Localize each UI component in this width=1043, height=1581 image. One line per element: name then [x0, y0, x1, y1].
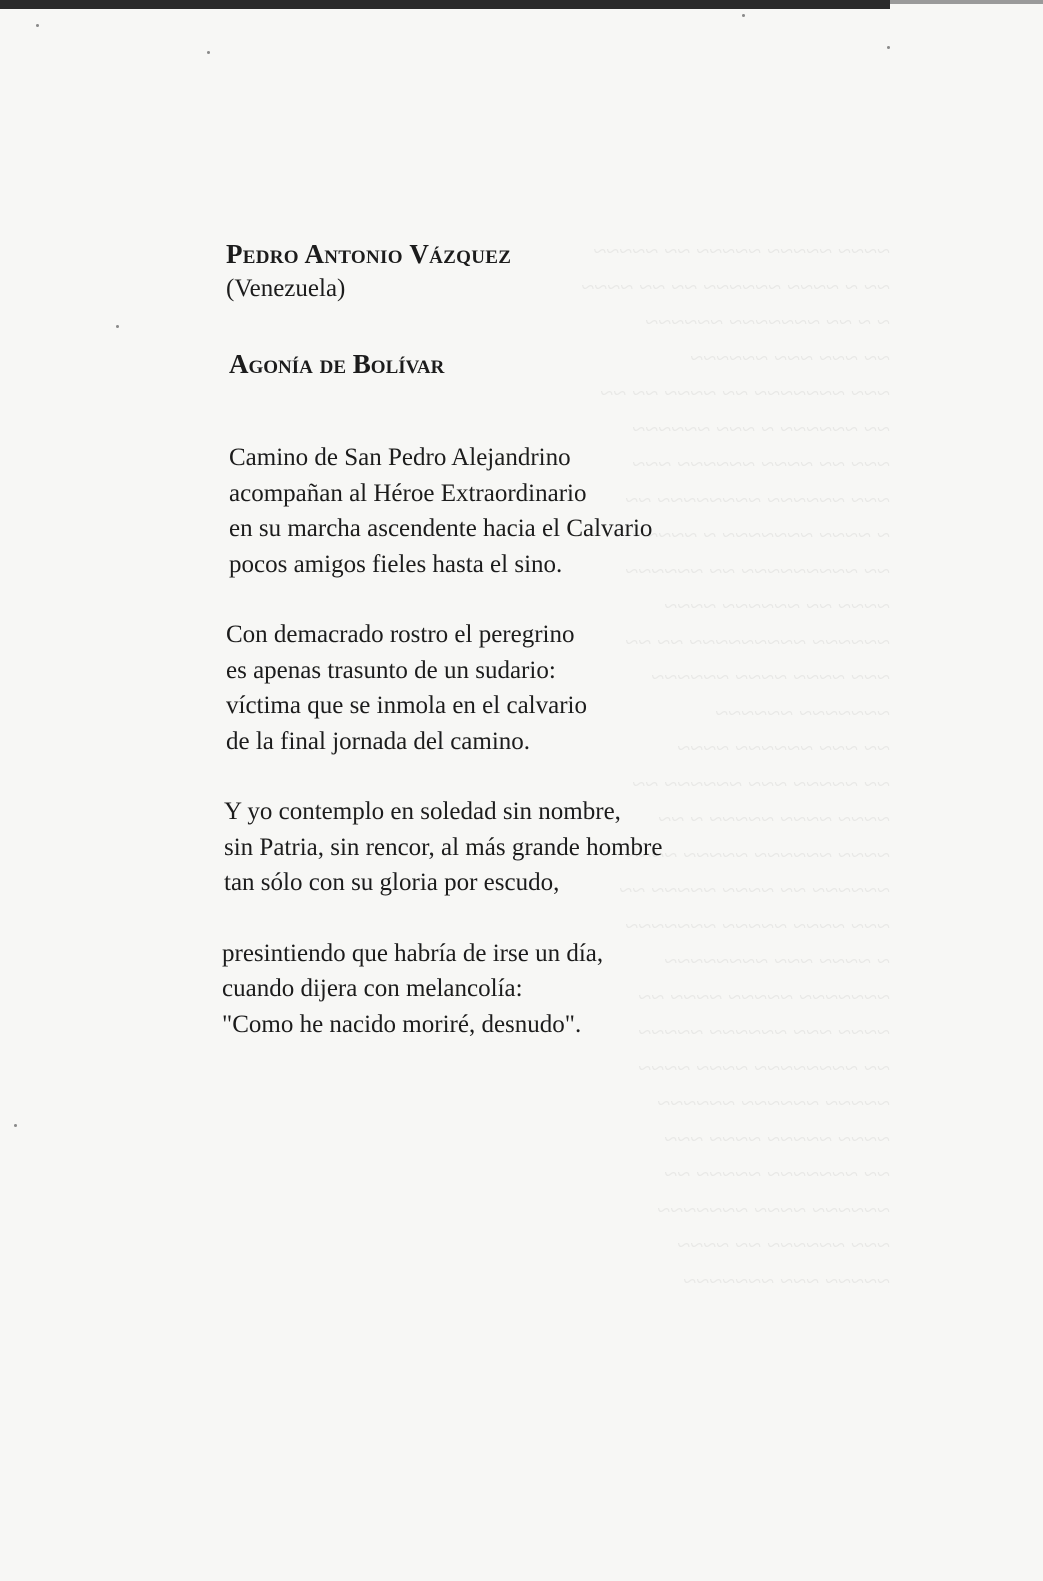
poem-title: Agonía de Bolívar — [229, 349, 445, 379]
scan-speck — [116, 325, 119, 328]
poem-line: Con demacrado rostro el peregrino — [226, 621, 575, 648]
scan-speck — [742, 14, 745, 17]
poem-line: de la final jornada del camino. — [226, 727, 531, 755]
stanza — [224, 794, 846, 901]
poem-line: tan sólo con su gloria por escudo, — [224, 869, 560, 896]
author-name: Pedro Antonio Vázquez — [226, 239, 512, 269]
poem-line: acompañan al Héroe Extraordinario — [229, 479, 587, 507]
scan-speck — [887, 46, 890, 49]
show-through-texture: ~~~~ ~~~~~ ~~~~~ ~~ ~~~~~ ~~ ~ ~~~~ ~~~~~~ ~~ ~~ ~~~~ ~ ~ ~~ ~~~~~~~ ~~~~~~ ~~ ~~~ ~~~ ~~~~~~ ~~~ ~~~~~~~ ~~ ~~~~ ~~ ~~ ~~ ~~~~~~ ~ ~~~ ~~~~~~ ~~~ ~~ ~~~~ ~~~~~~ ~~~ ~~~ ~~~~~~ ~~~~~~~~ ~~ ~ ~~~~ ~~~~~~~ ~ ~~~~~ ~~ ~~~~~~~~~ ~~ ~~~~~~ ~~~~ ~~ ~~~~~~ ~~~~ ~~~~~~ ~~~~~~~~~ ~~ ~~ ~~~ ~~~~ ~~~~ ~~~~~~ ~~~~~~~ ~~~~~~ ~~ ~~~ ~~~~~~ ~~~~ ~~ ~~~~~ ~~~ ~~~~~~ ~~ ~~~~ ~~~~ ~~~~~ ~ ~~ ~~~~ ~~~~~~ ~~~~~ ~~~~ ~~~~~~ ~~ ~~~~ ~~~~~ ~~ ~~~ ~~~~ ~~~~~ ~~~~~~~ ~ ~~~~ ~~~ ~~~~~~~~ ~~~~~~~ ~~~~~ ~~~~ ~~ ~~~~ ~~~ ~~~~~~ ~~~~~ ~~ ~~~~~~~~ ~~~~ ~~~~ ~~~~~ ~~~~~~ ~~~~~~ ~~~~ ~~~~~ ~~~~ ~~~ ~~ ~~~~~~~ ~~~~~ ~~ ~~~~~~ ~~~~ ~~~~~~~ ~~~ ~~~~~~ ~~ ~~~~ ~~~~~ ~~~ ~~~~~~~ — [581, 239, 890, 1295]
scan-top-edge — [0, 0, 890, 9]
poem-line: víctima que se inmola en el calvario — [226, 692, 587, 719]
poem-line: es apenas trasunto de un sudario: — [226, 656, 556, 684]
poem-line: Y yo contemplo en soledad sin nombre, — [224, 798, 621, 825]
stanza — [229, 440, 846, 582]
poem-line: "Como he nacido moriré, desnudo". — [222, 1010, 582, 1038]
scan-speck — [14, 1124, 17, 1127]
scan-top-edge-light — [890, 0, 1043, 4]
scan-speck — [207, 51, 210, 54]
author-country: (Venezuela) — [226, 275, 346, 302]
scan-speck — [36, 24, 39, 27]
poem-body — [222, 440, 846, 1042]
stanza — [222, 936, 846, 1043]
poem-line: cuando dijera con melancolía: — [222, 975, 523, 1002]
stanza — [226, 617, 846, 759]
poem-line: Camino de San Pedro Alejandrino — [229, 444, 571, 471]
document-page — [222, 236, 846, 1077]
poem-line: en su marcha ascendente hacia el Calvario — [229, 515, 653, 542]
poem-line: pocos amigos fieles hasta el sino. — [229, 550, 563, 578]
poem-line: presintiendo que habría de irse un día, — [222, 939, 604, 967]
poem-line: sin Patria, sin rencor, al más grande hombre — [224, 833, 663, 861]
